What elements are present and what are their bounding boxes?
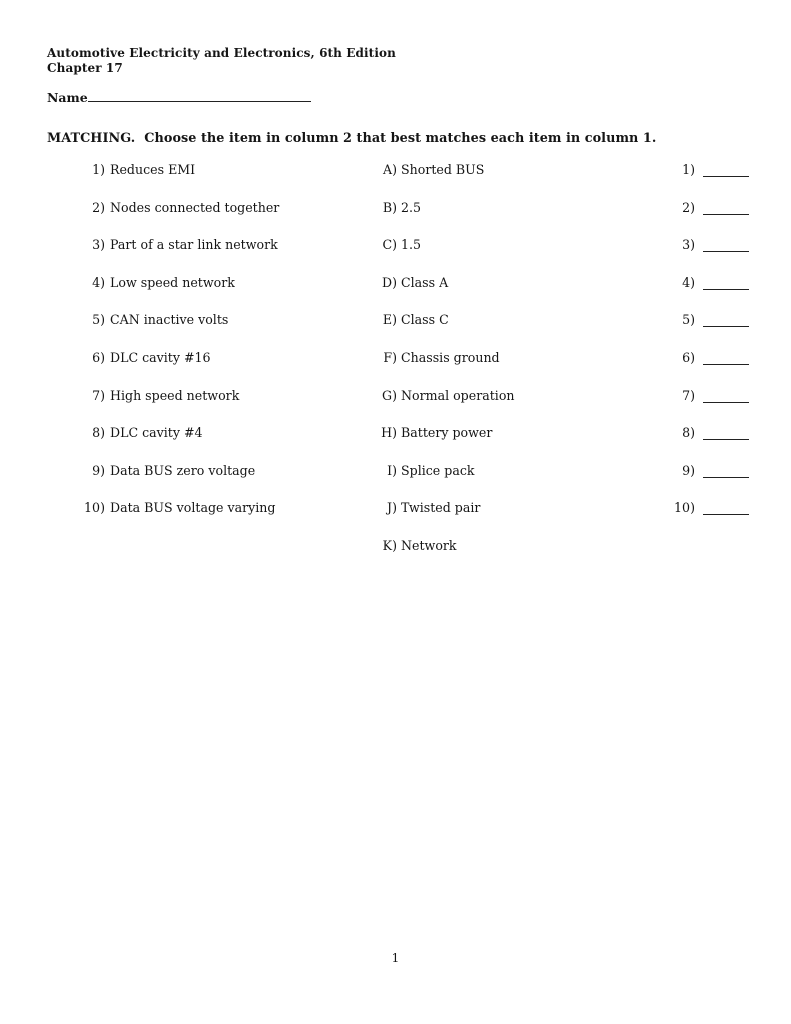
column1-item-number: 5) [92, 312, 105, 328]
column2-option-letter: A) [382, 162, 397, 177]
book-title: Automotive Electricity and Electronics, 6th Edition [47, 46, 396, 60]
answer-slot [650, 425, 791, 440]
column2-option-text: Class A [401, 274, 449, 290]
column1-item [0, 350, 370, 365]
column2-option-text: Normal operation [401, 387, 515, 403]
matching-instructions: MATCHING. Choose the item in column 2 that best matches each item in column 1. [47, 131, 657, 146]
column1-item-number: 7) [92, 387, 105, 403]
answer-blank[interactable] [703, 275, 749, 290]
answer-blank[interactable] [703, 350, 749, 365]
answer-number: 6) [682, 349, 695, 365]
matching-rows [0, 162, 791, 576]
answer-blank[interactable] [703, 388, 749, 403]
column2-option-text: Shorted BUS [401, 162, 485, 177]
column2-option-text: Twisted pair [401, 500, 481, 516]
column1-item [0, 312, 370, 327]
column2-option-letter: F) [383, 349, 397, 365]
column2-option-text: Battery power [401, 425, 493, 441]
column1-item-text: DLC cavity #4 [110, 425, 203, 441]
column1-item [0, 162, 370, 177]
column1-item-number: 1) [92, 162, 105, 177]
answer-number: 10) [674, 500, 695, 516]
matching-row [0, 388, 791, 426]
column1-item-number: 2) [92, 199, 105, 215]
column2-option-text: Splice pack [401, 462, 475, 478]
answer-blank[interactable] [703, 200, 749, 215]
chapter-title: Chapter 17 [47, 61, 123, 75]
column1-item-number: 4) [92, 274, 105, 290]
column1-item-text: Nodes connected together [110, 199, 280, 215]
column2-option [370, 538, 650, 553]
answer-slot [650, 388, 791, 403]
column1-item-number: 8) [92, 425, 105, 441]
answer-number: 9) [682, 462, 695, 478]
answer-slot [650, 463, 791, 478]
column1-item-number: 9) [92, 462, 105, 478]
column2-option-text: Class C [401, 312, 449, 328]
column2-option-text: Network [401, 537, 457, 553]
column2-option-letter: B) [382, 199, 397, 215]
column2-option-text: 2.5 [401, 199, 422, 215]
answer-blank[interactable] [703, 463, 749, 478]
answer-number: 3) [682, 237, 695, 253]
answer-slot [650, 312, 791, 327]
matching-row [0, 500, 791, 538]
answer-number: 7) [682, 387, 695, 403]
answer-number: 1) [682, 162, 695, 177]
column2-option [370, 500, 650, 515]
answer-blank[interactable] [703, 425, 749, 440]
answer-number: 5) [682, 312, 695, 328]
column2-option-letter: D) [381, 274, 397, 290]
answer-number: 4) [682, 274, 695, 290]
matching-row [0, 425, 791, 463]
column2-option-letter: G) [382, 387, 397, 403]
matching-row [0, 237, 791, 275]
answer-slot [650, 350, 791, 365]
column2-option [370, 350, 650, 365]
matching-row [0, 463, 791, 501]
column1-item-text: Part of a star link network [110, 237, 278, 253]
column2-option [370, 312, 650, 327]
answer-number: 2) [682, 199, 695, 215]
column1-item-text: Low speed network [110, 274, 235, 290]
column1-item-number: 3) [92, 237, 105, 253]
column2-option-text: Chassis ground [401, 349, 500, 365]
column2-option-letter: J) [387, 500, 397, 516]
answer-slot [650, 200, 791, 215]
page-number: 1 [391, 951, 400, 965]
column1-item-text: High speed network [110, 387, 240, 403]
matching-row [0, 162, 791, 200]
column1-item [0, 463, 370, 478]
column2-option [370, 162, 650, 177]
matching-row [0, 312, 791, 350]
answer-slot [650, 275, 791, 290]
answer-slot [650, 162, 791, 177]
column1-item-number: 6) [92, 349, 105, 365]
name-blank[interactable] [88, 88, 311, 102]
column1-item-text: DLC cavity #16 [110, 349, 211, 365]
column2-option [370, 463, 650, 478]
column2-option-text: 1.5 [401, 237, 422, 253]
answer-blank[interactable] [703, 500, 749, 515]
column1-item [0, 425, 370, 440]
column2-option-letter: H) [381, 425, 397, 441]
answer-blank[interactable] [703, 162, 749, 177]
name-row [47, 88, 311, 105]
column1-item-text: Data BUS zero voltage [110, 462, 256, 478]
column1-item [0, 388, 370, 403]
matching-row [0, 275, 791, 313]
column2-option-letter: K) [382, 537, 397, 553]
column2-option [370, 237, 650, 252]
column1-item-text: CAN inactive volts [110, 312, 229, 328]
answer-slot [650, 237, 791, 252]
column1-item [0, 275, 370, 290]
matching-row [0, 350, 791, 388]
column2-option [370, 388, 650, 403]
answer-number: 8) [682, 425, 695, 441]
column2-option [370, 275, 650, 290]
document-header [47, 46, 396, 76]
answer-blank[interactable] [703, 312, 749, 327]
column2-option-letter: C) [382, 237, 397, 253]
column1-item-text: Data BUS voltage varying [110, 500, 276, 516]
answer-slot [650, 500, 791, 515]
column2-option [370, 425, 650, 440]
column1-item-number: 10) [84, 500, 105, 516]
column1-item [0, 237, 370, 252]
name-label: Name [47, 90, 88, 105]
column2-option-letter: I) [387, 462, 397, 478]
answer-blank[interactable] [703, 237, 749, 252]
column1-item [0, 500, 370, 515]
column1-item-text: Reduces EMI [110, 162, 196, 177]
matching-row [0, 538, 791, 576]
column2-option-letter: E) [382, 312, 397, 328]
column1-item [0, 200, 370, 215]
matching-row [0, 200, 791, 238]
column2-option [370, 200, 650, 215]
